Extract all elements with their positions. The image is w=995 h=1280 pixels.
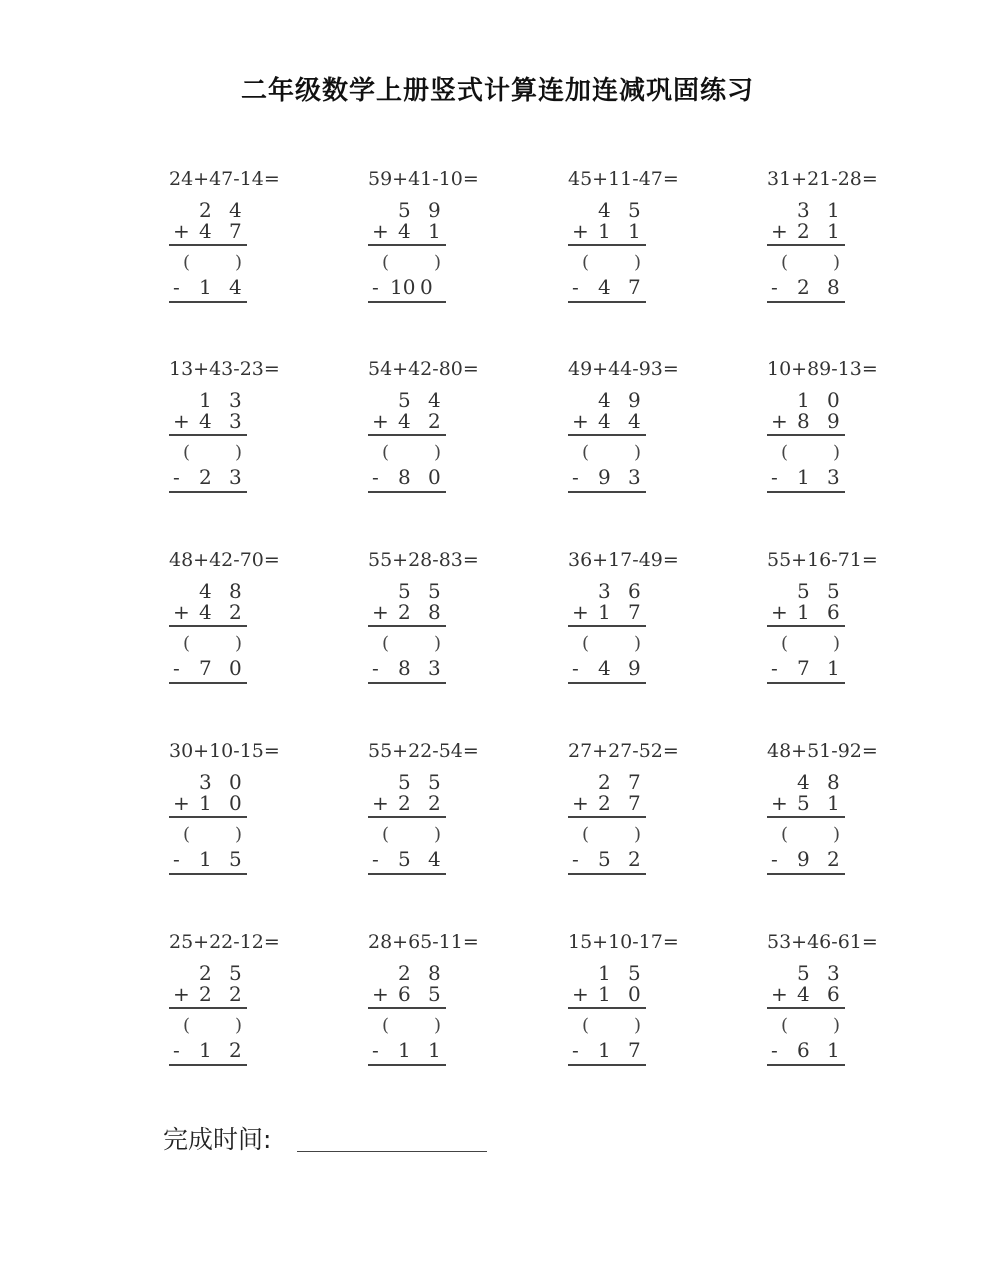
problem-block (169, 358, 309, 493)
answer-paren-close[interactable]: ) (235, 252, 243, 273)
plus-sign: + (173, 409, 190, 433)
problem-block (368, 358, 508, 493)
digit: 6 (827, 982, 840, 1006)
problem-equation: 24+47-14= (169, 168, 280, 190)
digit: 4 (199, 579, 212, 603)
difference-line (368, 1064, 446, 1066)
problem-block (568, 168, 708, 303)
answer-paren-close[interactable]: ) (634, 1015, 642, 1036)
minus-sign: - (572, 656, 579, 680)
digit: 5 (598, 847, 611, 871)
problem-equation: 10+89-13= (767, 358, 878, 380)
digit: 5 (628, 198, 641, 222)
digit: 5 (398, 847, 411, 871)
digit: 2 (827, 847, 840, 871)
digit: 5 (229, 847, 242, 871)
digit: 2 (199, 961, 212, 985)
digit: 4 (598, 656, 611, 680)
digit: 4 (199, 219, 212, 243)
digit: 4 (598, 388, 611, 412)
digit: 4 (398, 409, 411, 433)
answer-paren-close[interactable]: ) (434, 442, 442, 463)
digit: 4 (797, 770, 810, 794)
digit: 7 (797, 656, 810, 680)
minus-sign: - (771, 275, 778, 299)
digit: 3 (229, 388, 242, 412)
sum-line (368, 816, 446, 818)
digit: 4 (199, 600, 212, 624)
answer-paren-open[interactable]: ( (781, 633, 789, 654)
digit: 9 (797, 847, 810, 871)
minus-sign: - (173, 847, 180, 871)
digit: 9 (598, 465, 611, 489)
answer-paren-open[interactable]: ( (582, 824, 590, 845)
digit: 2 (598, 770, 611, 794)
problem-equation: 28+65-11= (368, 931, 479, 953)
plus-sign: + (173, 982, 190, 1006)
plus-sign: + (372, 982, 389, 1006)
problem-equation: 25+22-12= (169, 931, 280, 953)
digit: 3 (598, 579, 611, 603)
digit: 8 (827, 770, 840, 794)
problem-block (767, 931, 907, 1066)
minus-sign: - (173, 1038, 180, 1062)
digit: 7 (628, 791, 641, 815)
difference-line (767, 682, 845, 684)
answer-paren-open[interactable]: ( (582, 252, 590, 273)
problem-equation: 48+51-92= (767, 740, 878, 762)
digit: 5 (428, 770, 441, 794)
difference-line (169, 1064, 247, 1066)
minus-sign: - (572, 1038, 579, 1062)
problem-equation: 31+21-28= (767, 168, 878, 190)
answer-paren-close[interactable]: ) (434, 633, 442, 654)
sum-line (169, 816, 247, 818)
sum-line (568, 1007, 646, 1009)
digit: 1 (428, 1038, 441, 1062)
minus-sign: - (173, 656, 180, 680)
difference-line (568, 682, 646, 684)
digit: 0 (628, 982, 641, 1006)
sum-line (169, 434, 247, 436)
digit: 1 (827, 656, 840, 680)
sum-line (368, 625, 446, 627)
digit: 4 (229, 275, 242, 299)
answer-paren-close[interactable]: ) (833, 633, 841, 654)
digit: 4 (428, 847, 441, 871)
difference-line (767, 491, 845, 493)
plus-sign: + (572, 982, 589, 1006)
digit: 4 (628, 409, 641, 433)
plus-sign: + (572, 600, 589, 624)
digit: 10 (390, 275, 416, 299)
problem-block (767, 740, 907, 875)
digit: 2 (199, 982, 212, 1006)
minus-sign: - (771, 656, 778, 680)
digit: 5 (628, 961, 641, 985)
digit: 4 (428, 388, 441, 412)
plus-sign: + (572, 791, 589, 815)
sum-line (767, 1007, 845, 1009)
difference-line (568, 1064, 646, 1066)
digit: 2 (797, 219, 810, 243)
problem-equation: 53+46-61= (767, 931, 878, 953)
digit: 1 (628, 219, 641, 243)
minus-sign: - (372, 275, 379, 299)
answer-paren-open[interactable]: ( (382, 824, 390, 845)
digit: 1 (598, 982, 611, 1006)
minus-sign: - (173, 465, 180, 489)
digit: 8 (827, 275, 840, 299)
digit: 5 (428, 982, 441, 1006)
answer-paren-open[interactable]: ( (582, 442, 590, 463)
answer-paren-close[interactable]: ) (833, 1015, 841, 1036)
sum-line (767, 434, 845, 436)
answer-paren-open[interactable]: ( (781, 442, 789, 463)
digit: 6 (628, 579, 641, 603)
answer-paren-close[interactable]: ) (833, 442, 841, 463)
problem-block (568, 358, 708, 493)
digit: 9 (628, 656, 641, 680)
answer-paren-close[interactable]: ) (434, 252, 442, 273)
plus-sign: + (771, 409, 788, 433)
answer-paren-open[interactable]: ( (183, 442, 191, 463)
difference-line (767, 301, 845, 303)
answer-paren-close[interactable]: ) (434, 824, 442, 845)
digit: 5 (398, 579, 411, 603)
problem-block (568, 931, 708, 1066)
difference-line (767, 873, 845, 875)
problem-equation: 27+27-52= (568, 740, 679, 762)
sum-line (568, 434, 646, 436)
digit: 4 (598, 198, 611, 222)
sum-line (368, 434, 446, 436)
difference-line (368, 491, 446, 493)
sum-line (767, 816, 845, 818)
sum-line (368, 244, 446, 246)
plus-sign: + (372, 219, 389, 243)
difference-line (368, 682, 446, 684)
digit: 7 (229, 219, 242, 243)
plus-sign: + (572, 219, 589, 243)
difference-line (169, 491, 247, 493)
problem-block (169, 549, 309, 684)
digit: 0 (229, 656, 242, 680)
difference-line (767, 1064, 845, 1066)
digit: 7 (628, 1038, 641, 1062)
plus-sign: + (372, 791, 389, 815)
problem-equation: 55+22-54= (368, 740, 479, 762)
digit: 2 (797, 275, 810, 299)
answer-paren-close[interactable]: ) (434, 1015, 442, 1036)
sum-line (368, 1007, 446, 1009)
sum-line (169, 1007, 247, 1009)
answer-paren-close[interactable]: ) (634, 824, 642, 845)
digit: 5 (229, 961, 242, 985)
sum-line (169, 625, 247, 627)
digit: 0 (827, 388, 840, 412)
digit: 1 (199, 275, 212, 299)
digit: 6 (827, 600, 840, 624)
digit: 3 (827, 465, 840, 489)
digit: 5 (398, 388, 411, 412)
digit: 7 (628, 275, 641, 299)
sum-line (767, 625, 845, 627)
minus-sign: - (771, 847, 778, 871)
plus-sign: + (771, 219, 788, 243)
answer-paren-open[interactable]: ( (183, 633, 191, 654)
digit: 3 (199, 770, 212, 794)
plus-sign: + (771, 600, 788, 624)
digit: 1 (827, 1038, 840, 1062)
problem-block (169, 740, 309, 875)
difference-line (568, 491, 646, 493)
problem-block (368, 931, 508, 1066)
problem-block (568, 549, 708, 684)
sum-line (568, 244, 646, 246)
problem-block (368, 168, 508, 303)
digit: 2 (398, 961, 411, 985)
sum-line (568, 816, 646, 818)
page-title: 二年级数学上册竖式计算连加连减巩固练习 (240, 76, 754, 106)
digit: 1 (199, 1038, 212, 1062)
plus-sign: + (372, 600, 389, 624)
minus-sign: - (173, 275, 180, 299)
digit: 8 (398, 656, 411, 680)
digit: 5 (797, 579, 810, 603)
digit: 1 (598, 600, 611, 624)
digit: 2 (199, 465, 212, 489)
sum-line (767, 244, 845, 246)
digit: 1 (199, 791, 212, 815)
answer-paren-open[interactable]: ( (781, 252, 789, 273)
digit: 2 (428, 791, 441, 815)
digit: 6 (797, 1038, 810, 1062)
digit: 5 (797, 961, 810, 985)
problem-equation: 49+44-93= (568, 358, 679, 380)
answer-paren-close[interactable]: ) (634, 633, 642, 654)
difference-line (169, 873, 247, 875)
digit: 2 (229, 600, 242, 624)
minus-sign: - (372, 1038, 379, 1062)
digit: 4 (598, 409, 611, 433)
digit: 2 (199, 198, 212, 222)
problem-equation: 54+42-80= (368, 358, 479, 380)
digit: 3 (428, 656, 441, 680)
digit: 5 (827, 579, 840, 603)
digit: 5 (398, 198, 411, 222)
problem-block (368, 740, 508, 875)
answer-paren-open[interactable]: ( (382, 442, 390, 463)
minus-sign: - (771, 1038, 778, 1062)
digit: 4 (229, 198, 242, 222)
digit: 2 (398, 600, 411, 624)
plus-sign: + (572, 409, 589, 433)
digit: 1 (598, 1038, 611, 1062)
problem-equation: 55+16-71= (767, 549, 878, 571)
problem-equation: 48+42-70= (169, 549, 280, 571)
plus-sign: + (173, 600, 190, 624)
digit: 3 (827, 961, 840, 985)
digit: 1 (199, 388, 212, 412)
difference-line (169, 682, 247, 684)
digit: 0 (229, 770, 242, 794)
digit: 1 (428, 219, 441, 243)
digit: 3 (229, 409, 242, 433)
digit: 3 (628, 465, 641, 489)
minus-sign: - (372, 656, 379, 680)
answer-paren-open[interactable]: ( (382, 252, 390, 273)
digit: 8 (229, 579, 242, 603)
answer-paren-open[interactable]: ( (382, 633, 390, 654)
plus-sign: + (173, 219, 190, 243)
digit: 8 (428, 961, 441, 985)
difference-line (368, 873, 446, 875)
answer-paren-close[interactable]: ) (634, 252, 642, 273)
digit: 1 (827, 219, 840, 243)
problem-block (767, 168, 907, 303)
digit: 1 (827, 791, 840, 815)
digit: 4 (398, 219, 411, 243)
difference-line (568, 873, 646, 875)
digit: 7 (628, 770, 641, 794)
problem-block (767, 549, 907, 684)
digit: 1 (398, 1038, 411, 1062)
digit: 3 (797, 198, 810, 222)
digit: 9 (428, 198, 441, 222)
problem-equation: 15+10-17= (568, 931, 679, 953)
plus-sign: + (372, 409, 389, 433)
digit: 7 (199, 656, 212, 680)
digit: 2 (398, 791, 411, 815)
difference-line (169, 301, 247, 303)
minus-sign: - (372, 465, 379, 489)
problem-equation: 59+41-10= (368, 168, 479, 190)
minus-sign: - (771, 465, 778, 489)
answer-paren-close[interactable]: ) (235, 824, 243, 845)
problem-block (169, 168, 309, 303)
minus-sign: - (572, 847, 579, 871)
completion-time-label: 完成时间: (163, 1125, 272, 1154)
digit: 8 (797, 409, 810, 433)
problem-equation: 13+43-23= (169, 358, 280, 380)
digit: 0 (428, 465, 441, 489)
plus-sign: + (771, 791, 788, 815)
digit: 8 (428, 600, 441, 624)
minus-sign: - (572, 275, 579, 299)
answer-paren-open[interactable]: ( (183, 252, 191, 273)
completion-time-blank[interactable] (297, 1151, 487, 1152)
sum-line (169, 244, 247, 246)
answer-paren-close[interactable]: ) (235, 1015, 243, 1036)
digit: 0 (420, 275, 433, 299)
digit: 3 (229, 465, 242, 489)
digit: 1 (598, 961, 611, 985)
answer-paren-open[interactable]: ( (183, 1015, 191, 1036)
digit: 8 (398, 465, 411, 489)
digit: 2 (598, 791, 611, 815)
digit: 0 (229, 791, 242, 815)
digit: 7 (628, 600, 641, 624)
digit: 1 (797, 600, 810, 624)
problem-equation: 36+17-49= (568, 549, 679, 571)
problem-block (169, 931, 309, 1066)
problem-block (368, 549, 508, 684)
digit: 4 (797, 982, 810, 1006)
digit: 6 (398, 982, 411, 1006)
problem-block (767, 358, 907, 493)
answer-paren-open[interactable]: ( (582, 633, 590, 654)
answer-paren-open[interactable]: ( (382, 1015, 390, 1036)
answer-paren-close[interactable]: ) (634, 442, 642, 463)
digit: 1 (797, 388, 810, 412)
problem-equation: 30+10-15= (169, 740, 280, 762)
plus-sign: + (173, 791, 190, 815)
problem-equation: 45+11-47= (568, 168, 679, 190)
digit: 5 (797, 791, 810, 815)
plus-sign: + (771, 982, 788, 1006)
difference-line (368, 301, 446, 303)
minus-sign: - (572, 465, 579, 489)
difference-line (568, 301, 646, 303)
answer-paren-open[interactable]: ( (183, 824, 191, 845)
digit: 5 (398, 770, 411, 794)
problem-equation: 55+28-83= (368, 549, 479, 571)
digit: 1 (199, 847, 212, 871)
sum-line (568, 625, 646, 627)
answer-paren-close[interactable]: ) (235, 442, 243, 463)
problem-block (568, 740, 708, 875)
digit: 2 (229, 1038, 242, 1062)
answer-paren-close[interactable]: ) (833, 252, 841, 273)
digit: 2 (229, 982, 242, 1006)
answer-paren-close[interactable]: ) (235, 633, 243, 654)
digit: 9 (827, 409, 840, 433)
digit: 2 (428, 409, 441, 433)
digit: 1 (827, 198, 840, 222)
digit: 4 (199, 409, 212, 433)
digit: 2 (628, 847, 641, 871)
digit: 5 (428, 579, 441, 603)
answer-paren-open[interactable]: ( (781, 824, 789, 845)
digit: 9 (628, 388, 641, 412)
answer-paren-open[interactable]: ( (582, 1015, 590, 1036)
digit: 1 (797, 465, 810, 489)
minus-sign: - (372, 847, 379, 871)
digit: 1 (598, 219, 611, 243)
answer-paren-open[interactable]: ( (781, 1015, 789, 1036)
answer-paren-close[interactable]: ) (833, 824, 841, 845)
digit: 4 (598, 275, 611, 299)
